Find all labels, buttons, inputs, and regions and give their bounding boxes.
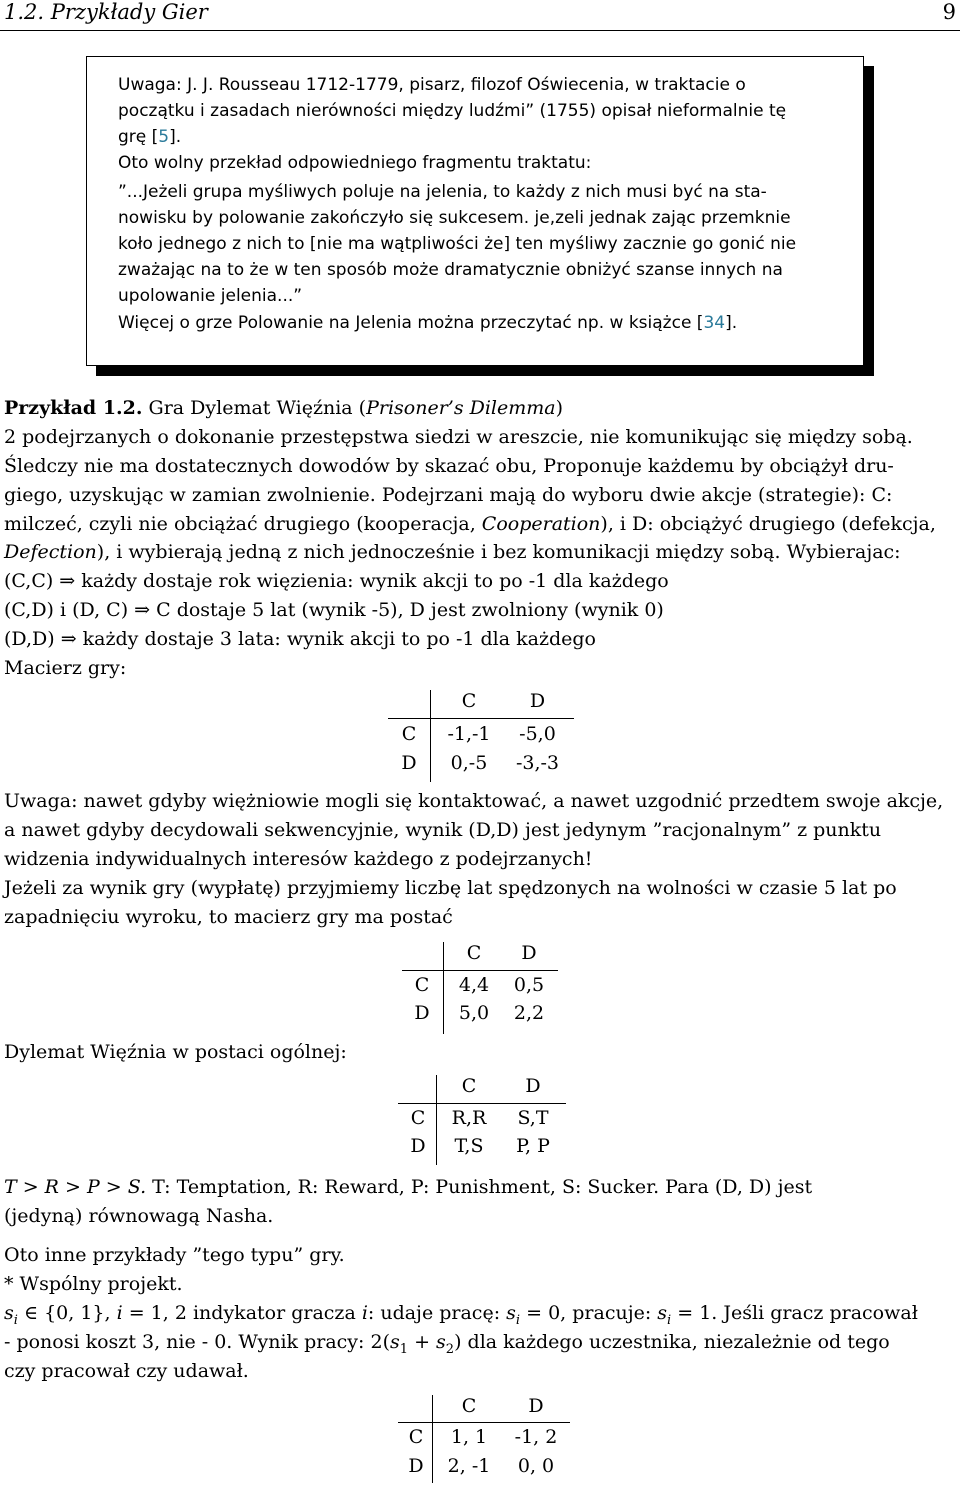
note-line: a nawet gdyby decydowali sekwencyjnie, wynik (D,D) jest jedynym ”racjonalnym” z punktu (4, 819, 882, 841)
row-header: D (410, 1135, 426, 1157)
matrix-cell: 5,0 (458, 1002, 490, 1024)
col-header: D (521, 942, 537, 964)
matrix-cell: 0,5 (513, 974, 545, 996)
col-header: D (529, 690, 546, 712)
matrix-cell: R,R (451, 1107, 487, 1129)
paragraph-line: giego, uzyskując w zamian zwolnienie. Podejrzani mają do wyboru dwie akcje (strategie): C: (4, 484, 893, 506)
matrix-cell: S,T (517, 1107, 549, 1129)
matrix-label: Macierz gry: (4, 657, 127, 679)
box-line-6: nowisku by polowanie zakończyło się sukcesem. je,zeli jednak zając przemknie (118, 208, 791, 228)
row-header: C (410, 1107, 426, 1129)
note-line: Jeżeli za wynik gry (wypłatę) przyjmiemy liczbę lat spędzonych na wolności w czasie 5 lat po (4, 877, 897, 899)
matrix-cell: 0, 0 (517, 1455, 555, 1477)
box-line-2: początku i zasadach nierówności między ludźmi” (1755) opisał nieformalnie tę (118, 101, 787, 121)
matrix-cell: -1,-1 (447, 723, 491, 745)
row-header: C (401, 723, 417, 745)
row-header: D (414, 1002, 430, 1024)
page-number: 9 (942, 0, 956, 24)
common-project-label: * Wspólny projekt. (4, 1273, 183, 1295)
col-header: D (528, 1395, 544, 1417)
matrix-cell: P, P (516, 1135, 550, 1157)
matrix-cell: 2, -1 (447, 1455, 491, 1477)
payoff-matrix-1 (388, 690, 578, 782)
running-header (0, 0, 960, 28)
project-line-1: $s_i$ ∈ {0, 1}, i = 1, 2 indykator gracza i: udaje pracę: $s_i = 0$, pracuje: $s_i = 1$. Jeśli gracz pracował (4, 1302, 918, 1328)
project-line-3: czy pracował czy udawał. (4, 1360, 249, 1382)
paragraph-line: 2 podejrzanych o dokonanie przestępstwa siedzi w areszcie, nie komunikując się między sobą. (4, 426, 913, 448)
matrix-vrule (430, 690, 431, 782)
row-header: D (401, 752, 417, 774)
box-line-4: Oto wolny przekład odpowiedniego fragmentu traktatu: (118, 153, 592, 173)
matrix-hrule (402, 970, 558, 971)
col-header: C (461, 690, 477, 712)
matrix-cell: -1, 2 (514, 1426, 558, 1448)
matrix-cell: -3,-3 (515, 752, 560, 774)
note-line: zapadnięciu wyroku, to macierz gry ma postać (4, 906, 453, 928)
box-line-9: upolowanie jelenia...” (118, 286, 303, 306)
col-header: C (466, 942, 482, 964)
col-header: C (461, 1395, 477, 1417)
box-line-1: Uwaga: J. J. Rousseau 1712-1779, pisarz, filozof Oświecenia, w traktacie o (118, 75, 746, 95)
ordering-line: T > R > P > S. T: Temptation, R: Reward, P: Punishment, S: Sucker. Para (D, D) jest (4, 1176, 813, 1198)
payoff-matrix-3 (398, 1075, 568, 1167)
matrix-hrule (398, 1422, 570, 1423)
matrix-cell: -5,0 (519, 723, 556, 745)
paragraph-line: Defection), i wybierają jedną z nich jednocześnie i bez komunikacji między sobą. Wybierajac: (4, 541, 901, 563)
col-header: C (461, 1075, 477, 1097)
matrix-hrule (388, 718, 574, 719)
citation-link[interactable]: 34 (703, 313, 726, 333)
box-line-5: ”...Jeżeli grupa myśliwych poluje na jelenia, to każdy z nich musi być na sta- (118, 182, 767, 202)
matrix-cell: 2,2 (513, 1002, 545, 1024)
matrix-vrule (443, 942, 444, 1034)
citation-link[interactable]: 5 (158, 127, 170, 147)
matrix-vrule (432, 1395, 433, 1483)
box-line-8: zważając na to że w ten sposób może dramatycznie obniżyć szanse innych na (118, 260, 783, 280)
general-form-label: Dylemat Więźnia w postaci ogólnej: (4, 1041, 347, 1063)
payoff-matrix-4 (398, 1395, 573, 1483)
matrix-vrule (436, 1075, 437, 1165)
header-rule (0, 30, 960, 31)
row-header: C (414, 974, 430, 996)
paragraph-line: milczeć, czyli nie obciążać drugiego (kooperacja, Cooperation), i D: obciążyć drugiego (defekcja, (4, 513, 936, 535)
ordering-line-2: (jedyną) równowagą Nasha. (4, 1205, 274, 1227)
matrix-cell: 4,4 (458, 974, 490, 996)
col-header: D (525, 1075, 541, 1097)
box-line-7: koło jednego z nich to [nie ma wątpliwości że] ten myśliwy zacznie go gonić nie (118, 234, 797, 254)
paragraph-line: Śledczy nie ma dostatecznych dowodów by skazać obu, Proponuje każdemu by obciążył dru- (4, 455, 894, 477)
matrix-cell: 1, 1 (450, 1426, 488, 1448)
box-line-10: Więcej o grze Polowanie na Jelenia można przeczytać np. w książce [34]. (118, 313, 738, 333)
section-title: 1.2. Przykłady Gier (4, 0, 208, 24)
row-header: C (408, 1426, 424, 1448)
outcome-line: (C,C) ⇒ każdy dostaje rok więzienia: wynik akcji to po -1 dla każdego (4, 570, 669, 592)
project-line-2: - ponosi koszt 3, nie - 0. Wynik pracy: $2(s_1 + s_2)$ dla każdego uczestnika, niezależnie od tego (4, 1331, 890, 1357)
payoff-matrix-2 (402, 942, 562, 1034)
outcome-line: (D,D) ⇒ każdy dostaje 3 lata: wynik akcji to po -1 dla każdego (4, 628, 596, 650)
note-line: Uwaga: nawet gdyby więżniowie mogli się kontaktować, a nawet uzgodnić przedtem swoje akcje, (4, 790, 944, 812)
note-line: widzenia indywidualnych interesów każdego z podejrzanych! (4, 848, 593, 870)
matrix-hrule (398, 1103, 566, 1104)
matrix-cell: T,S (454, 1135, 484, 1157)
example-heading: Przykład 1.2. Gra Dylemat Więźnia (Prisoner’s Dilemma) (4, 397, 564, 419)
box-line-3: grę [5]. (118, 127, 182, 147)
row-header: D (408, 1455, 424, 1477)
matrix-cell: 0,-5 (450, 752, 488, 774)
other-examples-line: Oto inne przykłady ”tego typu” gry. (4, 1244, 345, 1266)
outcome-line: (C,D) i (D, C) ⇒ C dostaje 5 lat (wynik -5), D jest zwolniony (wynik 0) (4, 599, 664, 621)
